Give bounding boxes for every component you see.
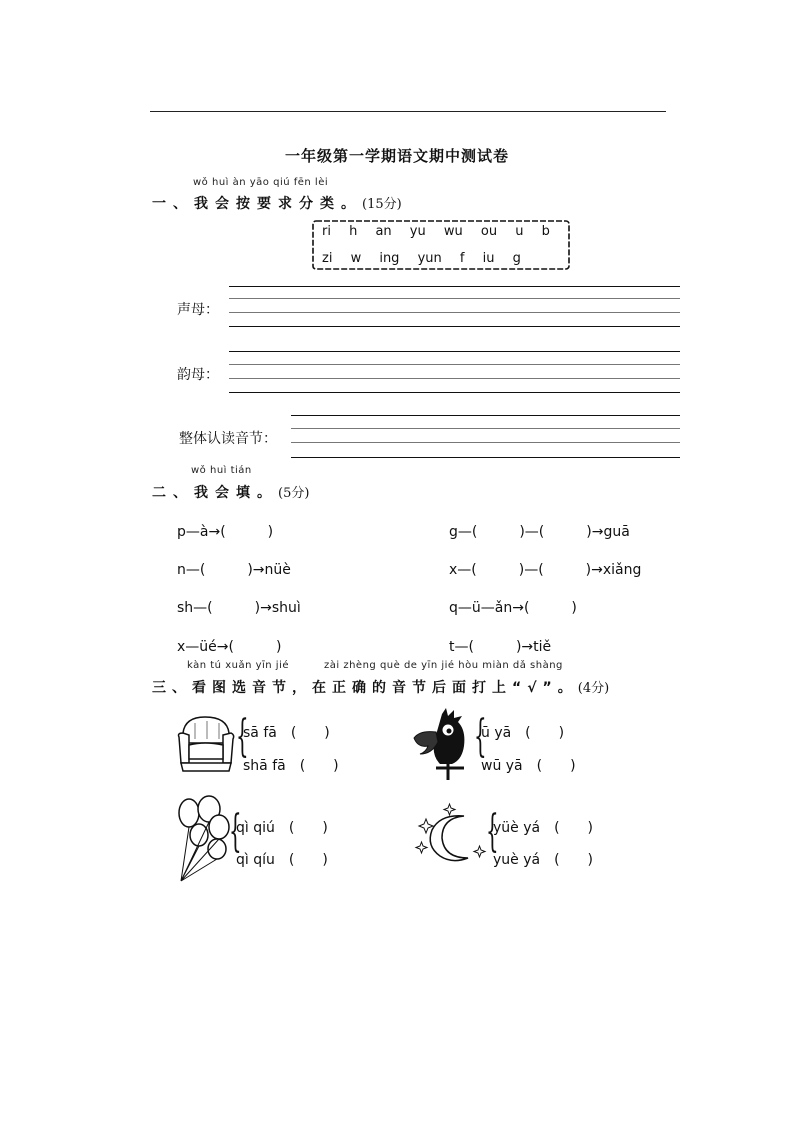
zhengti-label: 整体认读音节：	[179, 431, 277, 447]
shengmu-line-mid2	[229, 312, 680, 313]
moon-option-2: yuè yá ( )	[493, 852, 594, 868]
section2-pinyin: wǒ huì tián	[191, 465, 252, 476]
sofa-brace: {	[236, 711, 249, 762]
shengmu-line-top	[229, 286, 680, 287]
fill-item-1: p—à→( )	[177, 524, 274, 540]
shengmu-line-bottom	[229, 326, 680, 327]
fill-item-5: sh—( )→shuì	[177, 600, 301, 616]
zhengti-line-mid2	[291, 442, 680, 443]
crow-option-2: wū yā ( )	[481, 758, 576, 774]
section1-pinyin: wǒ huì àn yāo qiú fēn lèi	[193, 177, 329, 188]
crow-picture	[412, 708, 474, 780]
page-title: 一年级第一学期语文期中测试卷	[284, 147, 509, 165]
header-rule	[150, 111, 666, 112]
section3-heading-text: 三、看图选音节，在正确的音节后面打上“√”。	[152, 680, 578, 696]
section1-heading	[152, 193, 402, 213]
letters-row-2: zi w ing yun f iu g	[322, 251, 521, 266]
crow-brace: {	[474, 711, 487, 762]
shengmu-line-mid1	[229, 298, 680, 299]
zhengti-line-bottom	[291, 457, 680, 458]
balloons-option-2: qì qíu ( )	[236, 852, 328, 868]
moon-picture	[412, 806, 488, 866]
section1-heading-text: 一、我会按要求分类。	[152, 196, 362, 212]
fill-item-8: t—( )→tiě	[449, 639, 552, 655]
yunmu-line-bottom	[229, 392, 680, 393]
sofa-option-1: sā fā ( )	[243, 725, 330, 741]
balloons-brace: {	[229, 806, 242, 857]
letters-row-1: ri h an yu wu ou u b	[322, 224, 550, 239]
fill-item-2: g—( )—( )→guā	[449, 524, 630, 540]
section2-points: (5分)	[278, 486, 310, 501]
fill-item-4: x—( )—( )→xiǎng	[449, 562, 642, 578]
section3-pinyin-left: kàn tú xuǎn yīn jié	[187, 660, 290, 671]
yunmu-line-mid2	[229, 378, 680, 379]
yunmu-label: 韵母：	[177, 367, 219, 383]
balloons-option-1: qì qiú ( )	[236, 820, 328, 836]
zhengti-line-top	[291, 415, 680, 416]
zhengti-line-mid1	[291, 428, 680, 429]
fill-item-6: q—ü—ǎn→( )	[449, 600, 577, 616]
section3-points: (4分)	[577, 681, 610, 696]
fill-item-3: n—( )→nüè	[177, 562, 291, 578]
yunmu-line-mid1	[229, 364, 680, 365]
moon-option-1: yüè yá ( )	[493, 820, 594, 836]
yunmu-line-top	[229, 351, 680, 352]
section1-points: (15分)	[362, 197, 402, 212]
crow-option-1: ū yā ( )	[481, 725, 565, 741]
sofa-option-2: shā fā ( )	[243, 758, 339, 774]
balloons-picture	[173, 795, 235, 885]
section3-pinyin-right: zài zhèng què de yīn jié hòu miàn dǎ shàng	[324, 660, 563, 671]
moon-brace: {	[486, 806, 499, 857]
shengmu-label: 声母：	[177, 302, 219, 318]
fill-item-7: x—üé→( )	[177, 639, 282, 655]
section3-heading	[152, 677, 609, 697]
section2-heading	[152, 482, 309, 502]
sofa-picture	[175, 713, 235, 775]
section2-heading-text: 二、我会填。	[152, 485, 278, 501]
